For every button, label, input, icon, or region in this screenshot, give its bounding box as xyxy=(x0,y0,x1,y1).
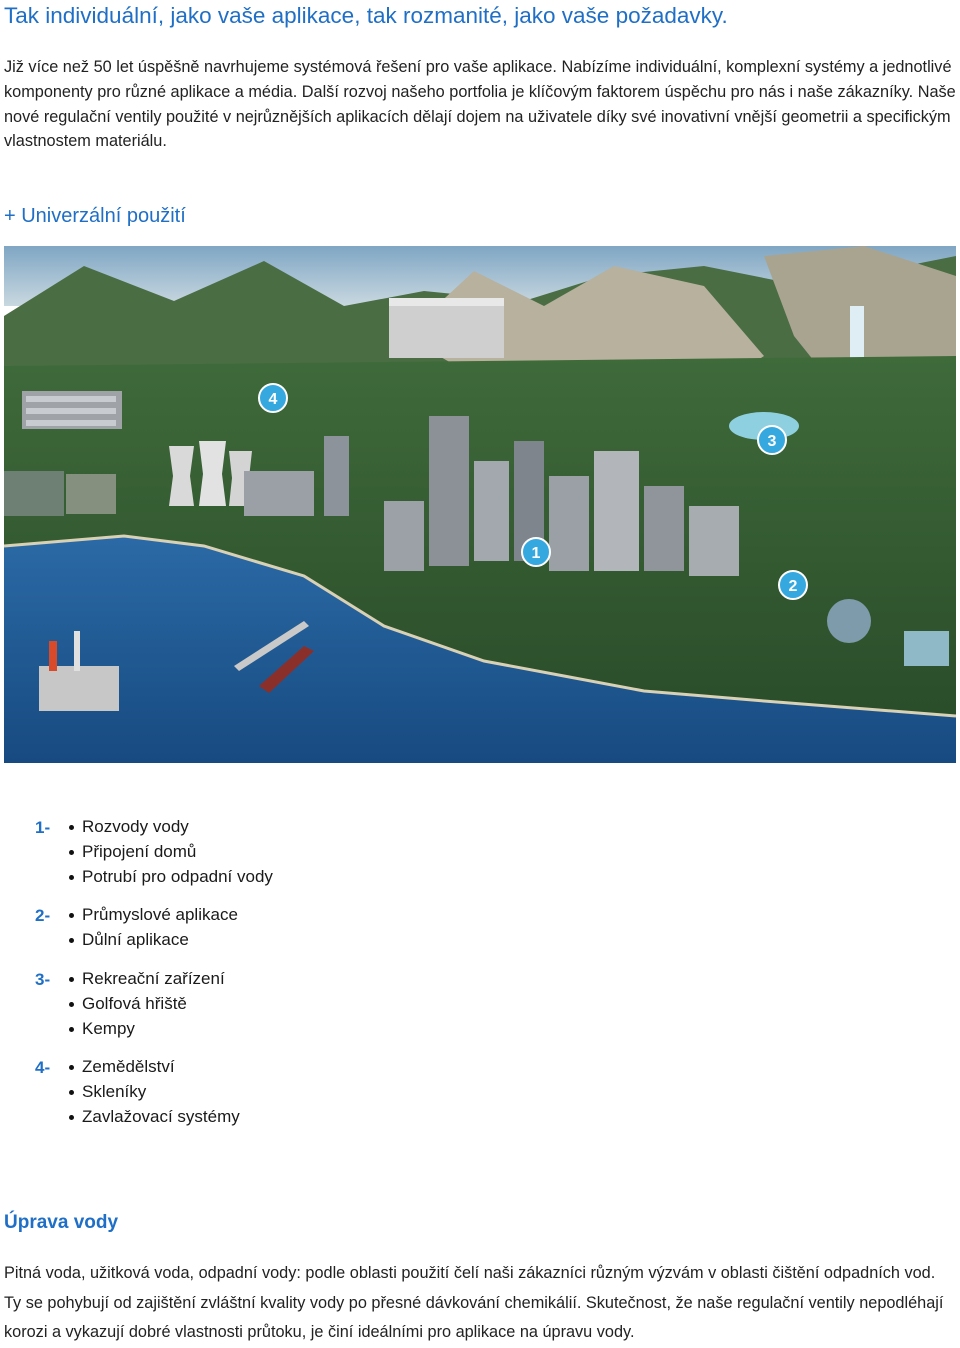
intro-paragraph: Již více než 50 let úspěšně navrhujeme systémová řešení pro vaše aplikace. Nabízíme individuální, komplexní systémy a jednotlivé komponenty pro různé aplikace a média. Další rozvoj našeho portfolia je klíčovým faktorem úspěchu pro nás i naše zákazníky. Naše nové regulační ventily použité v nejrůznějších aplikacích dělají dojem na uživatele díky své inovativní vnější geometrii a specifickým vlastnostem materiálu. xyxy=(4,58,956,151)
list-item: Zavlažovací systémy xyxy=(69,1105,635,1130)
list-item: Kempy xyxy=(69,1017,635,1042)
legend-number: 3- xyxy=(35,969,51,989)
page-title: Tak individuální, jako vaše aplikace, tak rozmanité, jako vaše požadavky. xyxy=(4,3,728,28)
list-item: Připojení domů xyxy=(69,840,635,865)
list-item: Rekreační zařízení xyxy=(69,967,635,992)
universal-use-link[interactable]: + Univerzální použití xyxy=(4,205,186,227)
svg-text:2: 2 xyxy=(788,578,798,595)
list-item: Potrubí pro odpadní vody xyxy=(69,865,635,890)
water-treatment-heading: Úprava vody xyxy=(4,1212,119,1233)
legend-number: 4- xyxy=(35,1058,51,1078)
legend-group-4 xyxy=(35,1055,635,1129)
legend-group-3 xyxy=(35,967,635,1041)
list-item: Rozvody vody xyxy=(69,815,635,840)
applications-legend xyxy=(35,815,635,1144)
list-item: Průmyslové aplikace xyxy=(69,903,635,928)
list-item: Důlní aplikace xyxy=(69,928,635,953)
water-treatment-paragraph: Pitná voda, užitková voda, odpadní vody: podle oblasti použití čelí naši zákazníci různým výzvám v oblasti čištění odpadních vod. Ty se pohybují od zajištění zvláštní kvality vody po přesné dávkování chemikálií. Skutečnost, že naše regulační ventily nepodléhají korozi a vykazují dobré vlastnosti průtoku, je činí ideálními pro aplikace na úpravu vody. xyxy=(4,1264,944,1341)
legend-number: 1- xyxy=(35,818,51,837)
marker-4 xyxy=(259,384,287,412)
marker-2 xyxy=(779,571,807,599)
legend-group-2 xyxy=(35,903,635,953)
marker-1 xyxy=(522,538,550,566)
svg-text:1: 1 xyxy=(531,545,541,562)
applications-illustration xyxy=(4,246,956,763)
list-item: Skleníky xyxy=(69,1080,635,1105)
marker-3 xyxy=(758,426,786,454)
svg-text:3: 3 xyxy=(767,433,777,450)
list-item: Zemědělství xyxy=(69,1055,635,1080)
list-item: Golfová hřiště xyxy=(69,992,635,1017)
svg-text:4: 4 xyxy=(268,391,278,408)
legend-group-1 xyxy=(35,815,635,889)
legend-number: 2- xyxy=(35,906,51,926)
